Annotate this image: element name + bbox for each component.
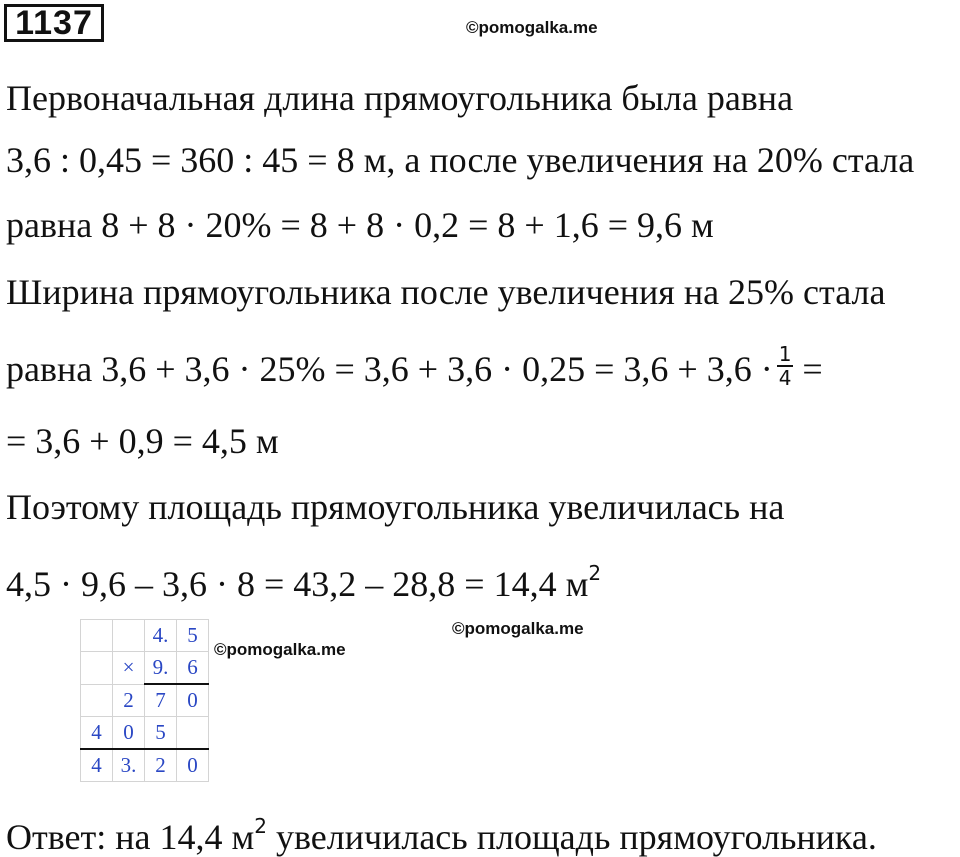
- fraction-denominator: 4: [778, 365, 792, 390]
- grid-cell: [177, 717, 209, 750]
- grid-cell: 4.: [145, 620, 177, 652]
- solution-line-2: 3,6 : 0,45 = 360 : 45 = 8 м, а после увеличения на 20% стала: [6, 140, 915, 180]
- grid-cell: 0: [177, 684, 209, 717]
- solution-line-4: Ширина прямоугольника после увеличения на 25% стала: [6, 272, 886, 312]
- solution-line-1: Первоначальная длина прямоугольника была равна: [6, 78, 794, 118]
- grid-cell: 6: [177, 652, 209, 685]
- solution-line-5: [6, 341, 823, 390]
- watermark-middle-left: ©pomogalka.me: [214, 640, 346, 659]
- grid-row-5: [81, 749, 209, 782]
- grid-cell: 0: [113, 717, 145, 750]
- grid-cell: 4: [81, 717, 113, 750]
- solution-line-3: равна 8 + 8 · 20% = 8 + 8 · 0,2 = 8 + 1,6 = 9,6 м: [6, 205, 714, 245]
- grid-row-1: [81, 620, 209, 652]
- solution-line-7: Поэтому площадь прямоугольника увеличилась на: [6, 487, 785, 527]
- grid-cell: 5: [145, 717, 177, 750]
- line-8-text: 4,5 · 9,6 – 3,6 · 8 = 43,2 – 28,8 = 14,4 м: [6, 564, 589, 604]
- grid-cell: [81, 684, 113, 717]
- answer-tail: увеличилась площадь прямоугольника.: [267, 817, 877, 857]
- fraction-numerator: 1: [778, 341, 792, 366]
- answer-square-superscript: 2: [254, 814, 267, 838]
- grid-cell: 3.: [113, 749, 145, 782]
- grid-cell: 2: [145, 749, 177, 782]
- watermark-middle-right: ©pomogalka.me: [452, 619, 584, 638]
- fraction-one-quarter: [777, 343, 794, 389]
- solution-line-8: [6, 553, 601, 604]
- line-5-text: равна 3,6 + 3,6 · 25% = 3,6 + 3,6 · 0,25 = 3,6 + 3,6 ·: [6, 349, 773, 389]
- problem-number: 1137: [4, 4, 104, 42]
- multiplication-grid: [80, 619, 209, 782]
- answer-line: [6, 806, 877, 857]
- grid-cell: 2: [113, 684, 145, 717]
- grid-cell: 4: [81, 749, 113, 782]
- grid-cell: [113, 620, 145, 652]
- grid-cell: 0: [177, 749, 209, 782]
- square-superscript: 2: [588, 561, 602, 585]
- grid-cell: 5: [177, 620, 209, 652]
- watermark-top: ©pomogalka.me: [466, 18, 598, 37]
- grid-row-2: [81, 652, 209, 685]
- grid-cell: 9.: [145, 652, 177, 685]
- grid-row-4: [81, 717, 209, 750]
- multiply-sign: ×: [113, 652, 145, 685]
- answer-text: Ответ: на 14,4 м: [6, 817, 255, 857]
- grid-cell: 7: [145, 684, 177, 717]
- grid-row-3: [81, 684, 209, 717]
- solution-line-6: = 3,6 + 0,9 = 4,5 м: [6, 421, 279, 461]
- line-5-tail: =: [802, 349, 823, 389]
- grid-cell: [81, 652, 113, 685]
- grid-cell: [81, 620, 113, 652]
